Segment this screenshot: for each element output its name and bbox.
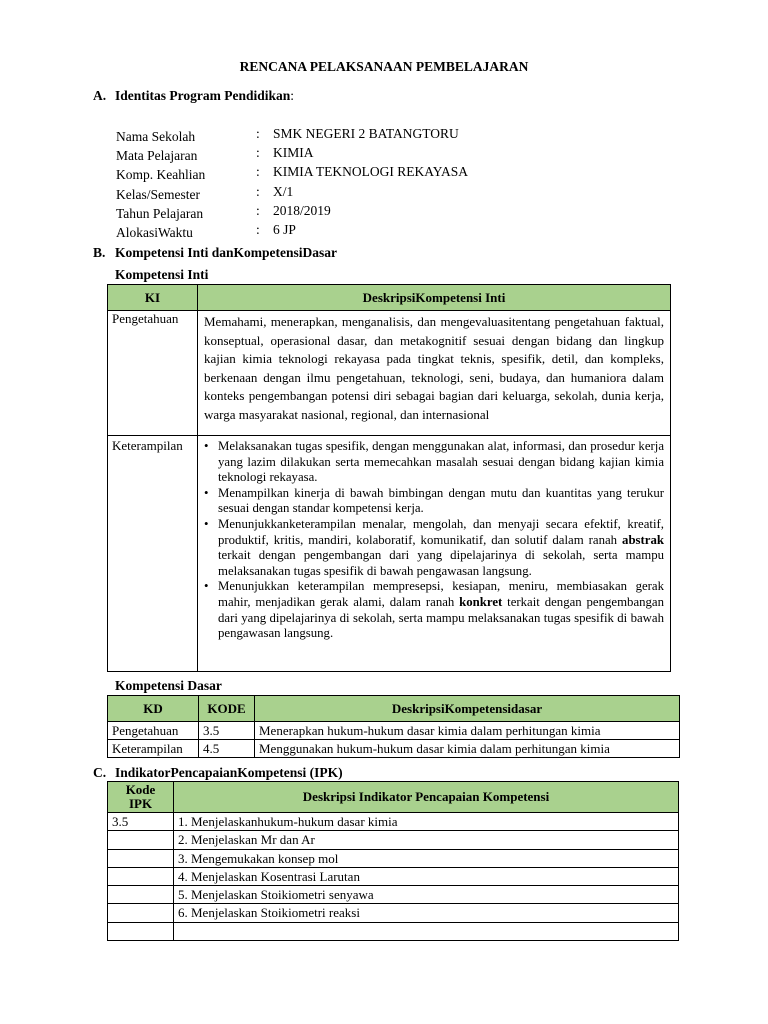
identity-label: Mata Pelajaran (116, 148, 198, 164)
ki-bullet-4-pre: Menunjukkan keterampilan mempresepsi, kesiapan, meniru, membiasakan gerak mahir, menjadikan gerak alami, dalam ranah (218, 579, 664, 609)
identity-colon: : (256, 221, 260, 237)
kd-table (107, 695, 680, 758)
identity-value: X/1 (273, 183, 294, 199)
section-b-title: Kompetensi Inti danKompetensiDasar (115, 245, 338, 260)
section-a-heading (93, 88, 294, 104)
ki-label-pengetahuan: Pengetahuan (108, 311, 198, 436)
identity-value: 2018/2019 (273, 202, 331, 218)
ipk-header-kode-line1: Kode (125, 782, 156, 797)
identity-row (116, 162, 676, 181)
kd-cell-type: Keterampilan (108, 740, 199, 758)
ipk-row (108, 904, 679, 922)
ki-heading: Kompetensi Inti (115, 267, 209, 282)
ipk-cell-desc: 1. Menjelaskanhukum-hukum dasar kimia (174, 813, 679, 831)
section-c-number: C. (93, 765, 107, 780)
ki-bullet-2: • Menampilkan kinerja di bawah bimbingan dengan mutu dan kuantitas yang terukur sesuai dengan standar kompetensi kerja. (204, 486, 664, 517)
identity-label: Kelas/Semester (116, 186, 200, 202)
ipk-table (107, 781, 679, 941)
section-c-title: IndikatorPencapaianKompetensi (IPK) (115, 765, 343, 780)
identity-row (116, 124, 676, 143)
identity-label: Nama Sekolah (116, 129, 196, 144)
kd-row (108, 722, 680, 740)
identity-value: KIMIA TEKNOLOGI REKAYASA (273, 164, 469, 180)
identity-row (116, 143, 676, 162)
section-a-number: A. (93, 88, 107, 103)
ki-bullet-3-pre: Menunjukkanketerampilan menalar, mengolah, dan menyaji secara efektif, kreatif, produktif, kritis, mandiri, kolaboratif, komunikatif, dan solutif dalam ranah (218, 516, 664, 547)
section-b-heading (93, 245, 337, 261)
ipk-cell-desc: 2. Menjelaskan Mr dan Ar (174, 831, 679, 849)
ipk-cell-code (108, 922, 174, 940)
ki-bullet-4-bold: konkret (459, 594, 503, 609)
identity-colon: : (256, 145, 260, 161)
ki-bullet-list (204, 439, 664, 642)
ki-desc-keterampilan (198, 436, 671, 672)
identity-list (116, 124, 676, 239)
section-a-title: Identitas Program Pendidikan (115, 88, 291, 103)
ipk-row (108, 886, 679, 904)
kd-header-desc: DeskripsiKompetensidasar (255, 696, 680, 722)
ki-header-ki: KI (108, 285, 198, 311)
ipk-row (108, 831, 679, 849)
ipk-cell-code (108, 867, 174, 885)
ki-bullet-3 (204, 517, 664, 579)
kd-header-kd: KD (108, 696, 199, 722)
ipk-cell-code (108, 904, 174, 922)
ipk-cell-code: 3.5 (108, 813, 174, 831)
ki-bullet-4-post: terkait dengan pengembangan dari yang dipelajarinya di sekolah, serta mampu melaksanakan tugas spesifik di bawah pengawasan langsung. (218, 594, 664, 641)
page-title: RENCANA PELAKSANAAN PEMBELAJARAN (239, 59, 529, 74)
ki-row-pengetahuan (108, 311, 671, 436)
identity-colon: : (256, 164, 260, 180)
ipk-cell-code (108, 886, 174, 904)
identity-value: KIMIA (273, 145, 314, 161)
ipk-header-kode-line2: IPK (128, 796, 153, 811)
ipk-row (108, 867, 679, 885)
ipk-cell-desc: 5. Menjelaskan Stoikiometri senyawa (174, 886, 679, 904)
ki-label-keterampilan: Keterampilan (108, 436, 198, 672)
identity-value: SMK NEGERI 2 BATANGTORU (273, 126, 459, 141)
kd-header-row (108, 696, 680, 722)
section-b-number: B. (93, 245, 106, 260)
identity-row (116, 201, 676, 220)
ipk-cell-desc (174, 922, 679, 940)
ipk-row (108, 813, 679, 831)
identity-label: Komp. Keahlian (116, 167, 206, 183)
kd-heading: Kompetensi Dasar (115, 678, 222, 693)
kd-header-kode: KODE (199, 696, 255, 722)
ipk-cell-code (108, 849, 174, 867)
section-a-colon: : (290, 88, 295, 103)
ki-bullet-4 (204, 579, 664, 641)
ki-bullet-1: • Melaksanakan tugas spesifik, dengan menggunakan alat, informasi, dan prosedur kerja yang lazim dilakukan serta memecahkan masalah sesuai dengan bidang kajian kimia teknologi rekayasa. (204, 439, 664, 486)
ki-row-keterampilan (108, 436, 671, 672)
ipk-row (108, 849, 679, 867)
identity-row (116, 182, 676, 201)
ki-table (107, 284, 671, 672)
identity-colon: : (256, 202, 260, 218)
kd-cell-type: Pengetahuan (108, 722, 199, 740)
kd-cell-code: 3.5 (199, 722, 255, 740)
kd-cell-desc: Menerapkan hukum-hukum dasar kimia dalam perhitungan kimia (255, 722, 680, 740)
ipk-header-desc: Deskripsi Indikator Pencapaian Kompetensi (174, 782, 679, 813)
ipk-cell-desc: 4. Menjelaskan Kosentrasi Larutan (174, 867, 679, 885)
identity-value: 6 JP (273, 221, 296, 237)
ipk-header-kode (108, 782, 174, 813)
kd-row (108, 740, 680, 758)
ipk-cell-code (108, 831, 174, 849)
kd-cell-code: 4.5 (199, 740, 255, 758)
identity-label: Tahun Pelajaran (116, 205, 204, 221)
ki-bullet-3-post: terkait dengan pengembangan dari yang dipelajarinya di sekolah, serta mampu melaksanakan tugas spesifik di bawah pengawasan langsung. (218, 548, 664, 578)
ki-desc-pengetahuan: Memahami, menerapkan, menganalisis, dan mengevaluasitentang pengetahuan faktual, konseptual, operasional dasar, dan metakognitif sesuai dengan bidang dan lingkup kajian kimia teknologi rekayasa pada tingkat teknis, spesifik, detil, dan kompleks, berkenaan dengan ilmu pengetahuan, teknologi, seni, budaya, dan humaniora dalam konteks pengembangan potensi diri sebagai bagian dari keluarga, sekolah, dunia kerja, warga masyarakat nasional, regional, dan internasional (198, 311, 671, 436)
ipk-cell-desc: 3. Mengemukakan konsep mol (174, 849, 679, 867)
ipk-row (108, 922, 679, 940)
identity-label: AlokasiWaktu (116, 224, 193, 240)
section-c-heading (93, 765, 343, 781)
ipk-header-row (108, 782, 679, 813)
identity-colon: : (256, 183, 260, 199)
ki-header-row (108, 285, 671, 311)
identity-colon: : (256, 126, 260, 141)
ipk-cell-desc: 6. Menjelaskan Stoikiometri reaksi (174, 904, 679, 922)
ki-header-desc: DeskripsiKompetensi Inti (198, 285, 671, 311)
identity-row (116, 220, 676, 239)
kd-cell-desc: Menggunakan hukum-hukum dasar kimia dalam perhitungan kimia (255, 740, 680, 758)
ki-bullet-3-bold: abstrak (622, 532, 664, 547)
